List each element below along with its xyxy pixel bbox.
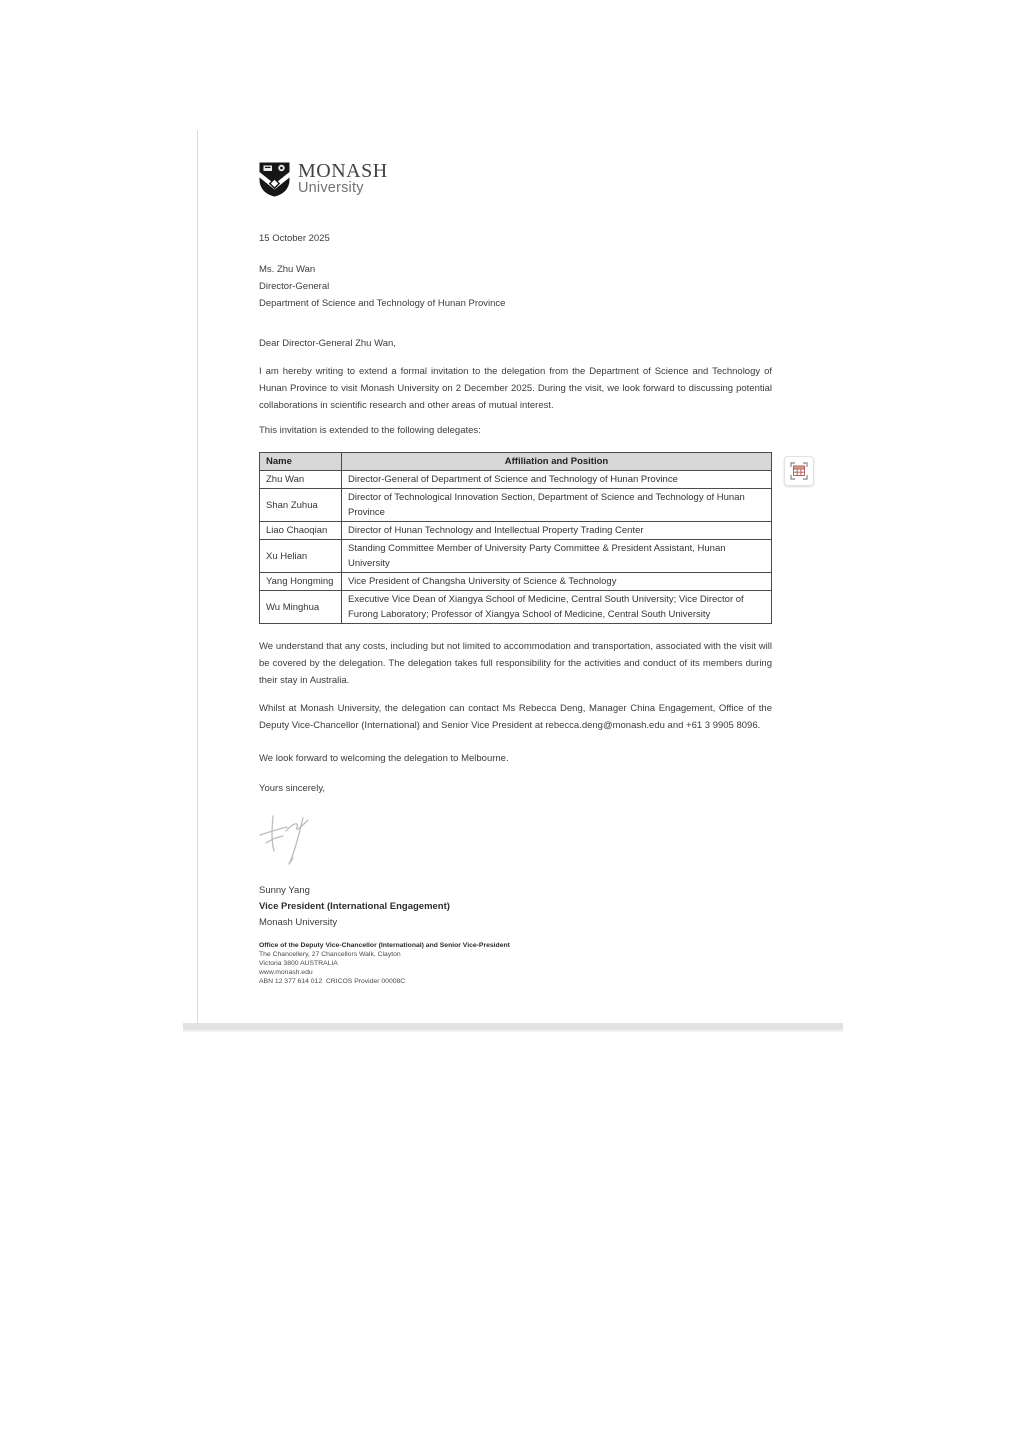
delegate-name: Zhu Wan <box>260 471 342 489</box>
delegate-name: Yang Hongming <box>260 573 342 591</box>
table-row <box>260 573 772 591</box>
table-row <box>260 540 772 573</box>
header-name: Name <box>260 453 342 471</box>
logo-sub-text: University <box>298 180 364 196</box>
table-row <box>260 591 772 624</box>
table-row <box>260 522 772 540</box>
footer-line: www.monash.edu <box>259 969 313 976</box>
paragraph-costs: We understand that any costs, including but not limited to accommodation and transportation, associated with the visit will be covered by the delegation. The delegation takes full responsibility for the activities and conduct of its members during their stay in Australia. <box>259 641 772 686</box>
page-bottom-shadow <box>183 1023 843 1030</box>
paragraph-delegates-intro: This invitation is extended to the following delegates: <box>259 425 481 436</box>
delegate-affiliation: Director of Technological Innovation Section, Department of Science and Technology of Hunan Province <box>342 489 772 522</box>
table-select-button[interactable] <box>784 456 814 486</box>
recipient-line: Ms. Zhu Wan <box>259 264 316 275</box>
monash-shield-icon <box>259 162 290 197</box>
table-row <box>260 489 772 522</box>
footer-line: Victoria 3800 AUSTRALIA <box>259 960 338 967</box>
letter-page <box>197 130 830 1023</box>
delegate-name: Liao Chaoqian <box>260 522 342 540</box>
recipient-line: Department of Science and Technology of Hunan Province <box>259 298 506 309</box>
table-select-icon <box>788 460 810 482</box>
salutation: Dear Director-General Zhu Wan, <box>259 338 396 349</box>
handwritten-signature <box>256 806 318 870</box>
recipient-line: Director-General <box>259 281 330 292</box>
logo-brand-text: MONASH <box>298 160 388 182</box>
delegate-name: Shan Zuhua <box>260 489 342 522</box>
delegate-affiliation: Director-General of Department of Science and Technology of Hunan Province <box>342 471 772 489</box>
delegate-name: Xu Helian <box>260 540 342 573</box>
footer-line: The Chancellery, 27 Chancellors Walk, Clayton <box>259 951 401 958</box>
signer-organisation: Monash University <box>259 917 338 928</box>
paragraph-invitation: I am hereby writing to extend a formal invitation to the delegation from the Department of Science and Technology of Hunan Province to visit Monash University on 2 December 2025. During the visit, we look forward to discussing potential collaborations in scientific research and other areas of mutual interest. <box>259 366 772 411</box>
table-header-row <box>260 453 772 471</box>
header-affiliation: Affiliation and Position <box>342 453 772 471</box>
monash-letterhead <box>259 162 772 197</box>
delegate-affiliation: Vice President of Changsha University of Science & Technology <box>342 573 772 591</box>
delegates-table <box>259 452 772 624</box>
letter-footer <box>259 941 772 986</box>
closing-line: Yours sincerely, <box>259 783 326 794</box>
signer-title: Vice President (International Engagement) <box>259 901 450 912</box>
table-row <box>260 471 772 489</box>
paragraph-welcome: We look forward to welcoming the delegation to Melbourne. <box>259 753 509 764</box>
delegate-affiliation: Executive Vice Dean of Xiangya School of Medicine, Central South University; Vice Director of Furong Laboratory; Professor of Xiangya School of Medicine, Central South University <box>342 591 772 624</box>
footer-line: Office of the Deputy Vice-Chancellor (International) and Senior Vice-President <box>259 942 510 949</box>
signer-name: Sunny Yang <box>259 885 310 896</box>
delegate-name: Wu Minghua <box>260 591 342 624</box>
delegates-tbody <box>260 471 772 624</box>
delegate-affiliation: Director of Hunan Technology and Intellectual Property Trading Center <box>342 522 772 540</box>
delegate-affiliation: Standing Committee Member of University Party Committee & President Assistant, Hunan University <box>342 540 772 573</box>
delegates-table-container <box>259 452 772 624</box>
recipient-block <box>259 261 772 312</box>
paragraph-contact: Whilst at Monash University, the delegation can contact Ms Rebecca Deng, Manager China Engagement, Office of the Deputy Vice-Chancellor (International) and Senior Vice President at rebecca.deng@monash.edu and +61 3 9905 8096. <box>259 703 772 731</box>
signoff-block <box>259 883 772 931</box>
footer-line: ABN 12 377 614 012 CRICOS Provider 00008C <box>259 978 406 985</box>
letter-date: 15 October 2025 <box>259 233 330 244</box>
